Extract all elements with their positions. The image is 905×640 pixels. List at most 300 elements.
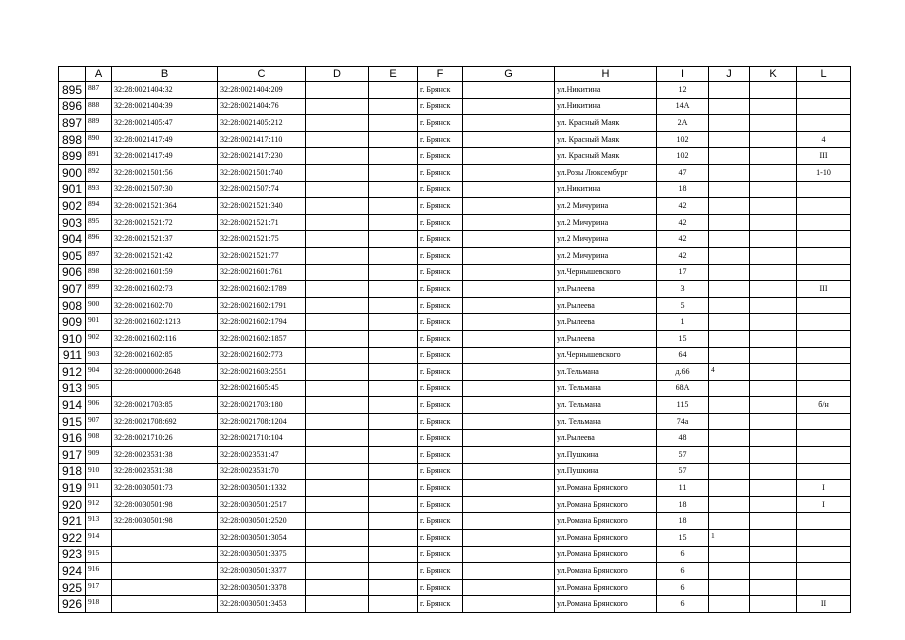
cell-f-city[interactable]: г. Брянск: [418, 413, 463, 430]
cell-a[interactable]: 902: [86, 330, 112, 347]
cell-h-street[interactable]: ул.Романа Брянского: [555, 513, 657, 530]
cell-i-house[interactable]: 14А: [657, 98, 709, 115]
cell-j[interactable]: [709, 413, 750, 430]
cell-c-cadastral-number[interactable]: 32:28:0021521:77: [218, 247, 306, 264]
cell-b-cadastral-number[interactable]: 32:28:0021601:59: [112, 264, 218, 281]
cell-e[interactable]: [369, 281, 418, 298]
cell-a[interactable]: 909: [86, 447, 112, 464]
cell-k[interactable]: [750, 430, 797, 447]
cell-g[interactable]: [463, 447, 555, 464]
column-header-a[interactable]: A: [86, 67, 112, 82]
cell-c-cadastral-number[interactable]: 32:28:0021605:45: [218, 380, 306, 397]
cell-c-cadastral-number[interactable]: 32:28:0021601:761: [218, 264, 306, 281]
cell-e[interactable]: [369, 330, 418, 347]
cell-a[interactable]: 894: [86, 198, 112, 215]
cell-h-street[interactable]: ул.Романа Брянского: [555, 546, 657, 563]
cell-j[interactable]: [709, 247, 750, 264]
cell-i-house[interactable]: 15: [657, 330, 709, 347]
row-number[interactable]: 898: [59, 131, 86, 148]
cell-d[interactable]: [306, 480, 369, 497]
cell-h-street[interactable]: ул.Романа Брянского: [555, 480, 657, 497]
cell-i-house[interactable]: 6: [657, 563, 709, 580]
row-number[interactable]: 906: [59, 264, 86, 281]
cell-i-house[interactable]: 1: [657, 314, 709, 331]
row-number[interactable]: 915: [59, 413, 86, 430]
cell-k[interactable]: [750, 314, 797, 331]
cell-i-house[interactable]: 57: [657, 463, 709, 480]
row-number[interactable]: 920: [59, 496, 86, 513]
cell-h-street[interactable]: ул.2 Мичурина: [555, 214, 657, 231]
cell-k[interactable]: [750, 546, 797, 563]
column-header-l[interactable]: L: [797, 67, 851, 82]
cell-a[interactable]: 892: [86, 164, 112, 181]
cell-c-cadastral-number[interactable]: 32:28:0021602:773: [218, 347, 306, 364]
cell-d[interactable]: [306, 530, 369, 547]
cell-g[interactable]: [463, 480, 555, 497]
cell-i-house[interactable]: 57: [657, 447, 709, 464]
cell-d[interactable]: [306, 380, 369, 397]
cell-c-cadastral-number[interactable]: 32:28:0021603:2551: [218, 364, 306, 381]
cell-e[interactable]: [369, 231, 418, 248]
cell-f-city[interactable]: г. Брянск: [418, 330, 463, 347]
cell-g[interactable]: [463, 380, 555, 397]
cell-a[interactable]: 908: [86, 430, 112, 447]
cell-g[interactable]: [463, 530, 555, 547]
cell-c-cadastral-number[interactable]: 32:28:0023531:70: [218, 463, 306, 480]
cell-c-cadastral-number[interactable]: 32:28:0021708:1204: [218, 413, 306, 430]
cell-l[interactable]: [797, 530, 851, 547]
cell-a[interactable]: 888: [86, 98, 112, 115]
cell-h-street[interactable]: ул.Пушкина: [555, 463, 657, 480]
cell-a[interactable]: 904: [86, 364, 112, 381]
cell-k[interactable]: [750, 98, 797, 115]
cell-d[interactable]: [306, 198, 369, 215]
row-number[interactable]: 919: [59, 480, 86, 497]
cell-j[interactable]: [709, 596, 750, 613]
cell-e[interactable]: [369, 546, 418, 563]
cell-d[interactable]: [306, 596, 369, 613]
cell-e[interactable]: [369, 447, 418, 464]
cell-d[interactable]: [306, 364, 369, 381]
cell-b-cadastral-number[interactable]: [112, 546, 218, 563]
cell-g[interactable]: [463, 413, 555, 430]
cell-l[interactable]: [797, 447, 851, 464]
cell-f-city[interactable]: г. Брянск: [418, 314, 463, 331]
cell-f-city[interactable]: г. Брянск: [418, 297, 463, 314]
row-number[interactable]: 911: [59, 347, 86, 364]
cell-h-street[interactable]: ул. Красный Маяк: [555, 115, 657, 132]
cell-d[interactable]: [306, 463, 369, 480]
cell-b-cadastral-number[interactable]: 32:28:0021417:49: [112, 131, 218, 148]
cell-j[interactable]: [709, 314, 750, 331]
cell-g[interactable]: [463, 596, 555, 613]
row-number[interactable]: 901: [59, 181, 86, 198]
cell-c-cadastral-number[interactable]: 32:28:0021602:1791: [218, 297, 306, 314]
column-header-k[interactable]: K: [750, 67, 797, 82]
cell-i-house[interactable]: 6: [657, 579, 709, 596]
cell-k[interactable]: [750, 496, 797, 513]
cell-k[interactable]: [750, 297, 797, 314]
cell-g[interactable]: [463, 364, 555, 381]
cell-d[interactable]: [306, 496, 369, 513]
cell-c-cadastral-number[interactable]: 32:28:0021521:71: [218, 214, 306, 231]
cell-l[interactable]: [797, 513, 851, 530]
cell-e[interactable]: [369, 579, 418, 596]
cell-a[interactable]: 915: [86, 546, 112, 563]
cell-i-house[interactable]: 15: [657, 530, 709, 547]
cell-a[interactable]: 906: [86, 397, 112, 414]
cell-c-cadastral-number[interactable]: 32:28:0021703:180: [218, 397, 306, 414]
cell-g[interactable]: [463, 181, 555, 198]
cell-d[interactable]: [306, 546, 369, 563]
cell-e[interactable]: [369, 397, 418, 414]
cell-l[interactable]: III: [797, 148, 851, 165]
column-header-i[interactable]: I: [657, 67, 709, 82]
cell-d[interactable]: [306, 330, 369, 347]
cell-f-city[interactable]: г. Брянск: [418, 214, 463, 231]
cell-l[interactable]: II: [797, 596, 851, 613]
cell-c-cadastral-number[interactable]: 32:28:0030501:1332: [218, 480, 306, 497]
cell-l[interactable]: [797, 264, 851, 281]
cell-a[interactable]: 889: [86, 115, 112, 132]
cell-g[interactable]: [463, 198, 555, 215]
cell-j[interactable]: [709, 579, 750, 596]
cell-j[interactable]: [709, 115, 750, 132]
cell-l[interactable]: [797, 314, 851, 331]
cell-j[interactable]: [709, 181, 750, 198]
cell-f-city[interactable]: г. Брянск: [418, 98, 463, 115]
cell-k[interactable]: [750, 115, 797, 132]
cell-j[interactable]: [709, 198, 750, 215]
cell-g[interactable]: [463, 330, 555, 347]
cell-i-house[interactable]: 42: [657, 231, 709, 248]
cell-f-city[interactable]: г. Брянск: [418, 148, 463, 165]
cell-f-city[interactable]: г. Брянск: [418, 115, 463, 132]
cell-k[interactable]: [750, 131, 797, 148]
row-number[interactable]: 926: [59, 596, 86, 613]
cell-i-house[interactable]: 11: [657, 480, 709, 497]
cell-i-house[interactable]: 48: [657, 430, 709, 447]
cell-h-street[interactable]: ул. Красный Маяк: [555, 148, 657, 165]
cell-c-cadastral-number[interactable]: 32:28:0021404:76: [218, 98, 306, 115]
cell-h-street[interactable]: ул.Никитина: [555, 98, 657, 115]
row-number[interactable]: 904: [59, 231, 86, 248]
cell-b-cadastral-number[interactable]: [112, 563, 218, 580]
cell-i-house[interactable]: 42: [657, 247, 709, 264]
cell-i-house[interactable]: 18: [657, 513, 709, 530]
cell-l[interactable]: [797, 347, 851, 364]
cell-a[interactable]: 887: [86, 82, 112, 99]
cell-d[interactable]: [306, 397, 369, 414]
cell-h-street[interactable]: ул.2 Мичурина: [555, 198, 657, 215]
cell-c-cadastral-number[interactable]: 32:28:0021501:740: [218, 164, 306, 181]
cell-l[interactable]: 1-10: [797, 164, 851, 181]
cell-k[interactable]: [750, 347, 797, 364]
cell-e[interactable]: [369, 463, 418, 480]
cell-c-cadastral-number[interactable]: 32:28:0021404:209: [218, 82, 306, 99]
cell-f-city[interactable]: г. Брянск: [418, 430, 463, 447]
cell-d[interactable]: [306, 413, 369, 430]
cell-c-cadastral-number[interactable]: 32:28:0030501:3054: [218, 530, 306, 547]
cell-f-city[interactable]: г. Брянск: [418, 463, 463, 480]
cell-f-city[interactable]: г. Брянск: [418, 347, 463, 364]
cell-b-cadastral-number[interactable]: [112, 380, 218, 397]
cell-d[interactable]: [306, 164, 369, 181]
row-number[interactable]: 913: [59, 380, 86, 397]
cell-e[interactable]: [369, 596, 418, 613]
cell-l[interactable]: [797, 98, 851, 115]
row-number[interactable]: 897: [59, 115, 86, 132]
cell-h-street[interactable]: ул.Рылеева: [555, 430, 657, 447]
cell-a[interactable]: 912: [86, 496, 112, 513]
cell-g[interactable]: [463, 430, 555, 447]
cell-h-street[interactable]: ул.Чернышевского: [555, 347, 657, 364]
cell-a[interactable]: 918: [86, 596, 112, 613]
cell-f-city[interactable]: г. Брянск: [418, 513, 463, 530]
cell-f-city[interactable]: г. Брянск: [418, 82, 463, 99]
cell-l[interactable]: [797, 430, 851, 447]
cell-h-street[interactable]: ул.Романа Брянского: [555, 563, 657, 580]
cell-e[interactable]: [369, 563, 418, 580]
cell-j[interactable]: [709, 98, 750, 115]
cell-k[interactable]: [750, 513, 797, 530]
cell-b-cadastral-number[interactable]: 32:28:0030501:73: [112, 480, 218, 497]
cell-c-cadastral-number[interactable]: 32:28:0021507:74: [218, 181, 306, 198]
cell-k[interactable]: [750, 214, 797, 231]
cell-b-cadastral-number[interactable]: 32:28:0021521:37: [112, 231, 218, 248]
cell-k[interactable]: [750, 480, 797, 497]
cell-k[interactable]: [750, 198, 797, 215]
cell-a[interactable]: 907: [86, 413, 112, 430]
row-number[interactable]: 902: [59, 198, 86, 215]
cell-a[interactable]: 905: [86, 380, 112, 397]
cell-l[interactable]: [797, 115, 851, 132]
cell-e[interactable]: [369, 148, 418, 165]
cell-h-street[interactable]: ул.Рылеева: [555, 281, 657, 298]
cell-i-house[interactable]: 42: [657, 214, 709, 231]
cell-b-cadastral-number[interactable]: 32:28:0021602:73: [112, 281, 218, 298]
cell-e[interactable]: [369, 413, 418, 430]
cell-h-street[interactable]: ул.Рылеева: [555, 330, 657, 347]
cell-i-house[interactable]: 18: [657, 181, 709, 198]
cell-f-city[interactable]: г. Брянск: [418, 480, 463, 497]
cell-k[interactable]: [750, 264, 797, 281]
cell-a[interactable]: 910: [86, 463, 112, 480]
cell-h-street[interactable]: ул.Рылеева: [555, 314, 657, 331]
cell-a[interactable]: 901: [86, 314, 112, 331]
cell-h-street[interactable]: ул.Пушкина: [555, 447, 657, 464]
cell-j[interactable]: [709, 164, 750, 181]
cell-l[interactable]: 4: [797, 131, 851, 148]
cell-d[interactable]: [306, 264, 369, 281]
cell-h-street[interactable]: ул.Романа Брянского: [555, 496, 657, 513]
cell-e[interactable]: [369, 264, 418, 281]
row-number[interactable]: 925: [59, 579, 86, 596]
cell-g[interactable]: [463, 214, 555, 231]
cell-g[interactable]: [463, 347, 555, 364]
cell-b-cadastral-number[interactable]: 32:28:0021405:47: [112, 115, 218, 132]
cell-d[interactable]: [306, 447, 369, 464]
cell-l[interactable]: [797, 364, 851, 381]
cell-c-cadastral-number[interactable]: 32:28:0021521:340: [218, 198, 306, 215]
cell-b-cadastral-number[interactable]: 32:28:0021521:364: [112, 198, 218, 215]
cell-g[interactable]: [463, 563, 555, 580]
cell-d[interactable]: [306, 148, 369, 165]
cell-b-cadastral-number[interactable]: [112, 579, 218, 596]
cell-b-cadastral-number[interactable]: [112, 596, 218, 613]
cell-e[interactable]: [369, 380, 418, 397]
cell-k[interactable]: [750, 579, 797, 596]
row-number[interactable]: 917: [59, 447, 86, 464]
cell-j[interactable]: [709, 447, 750, 464]
cell-i-house[interactable]: 115: [657, 397, 709, 414]
cell-a[interactable]: 900: [86, 297, 112, 314]
cell-h-street[interactable]: ул.Никитина: [555, 181, 657, 198]
cell-l[interactable]: б/н: [797, 397, 851, 414]
cell-e[interactable]: [369, 430, 418, 447]
cell-k[interactable]: [750, 380, 797, 397]
cell-e[interactable]: [369, 98, 418, 115]
cell-k[interactable]: [750, 413, 797, 430]
cell-j[interactable]: [709, 231, 750, 248]
row-number[interactable]: 914: [59, 397, 86, 414]
cell-f-city[interactable]: г. Брянск: [418, 447, 463, 464]
cell-l[interactable]: [797, 546, 851, 563]
cell-g[interactable]: [463, 546, 555, 563]
cell-d[interactable]: [306, 214, 369, 231]
column-header-e[interactable]: E: [369, 67, 418, 82]
cell-a[interactable]: 896: [86, 231, 112, 248]
cell-j[interactable]: [709, 148, 750, 165]
cell-l[interactable]: [797, 297, 851, 314]
cell-j[interactable]: [709, 397, 750, 414]
cell-b-cadastral-number[interactable]: 32:28:0021507:30: [112, 181, 218, 198]
cell-l[interactable]: III: [797, 281, 851, 298]
cell-b-cadastral-number[interactable]: 32:28:0021602:70: [112, 297, 218, 314]
cell-b-cadastral-number[interactable]: 32:28:0021602:1213: [112, 314, 218, 331]
row-number[interactable]: 905: [59, 247, 86, 264]
cell-i-house[interactable]: 12: [657, 82, 709, 99]
cell-l[interactable]: [797, 563, 851, 580]
cell-e[interactable]: [369, 82, 418, 99]
cell-d[interactable]: [306, 314, 369, 331]
cell-a[interactable]: 903: [86, 347, 112, 364]
cell-c-cadastral-number[interactable]: 32:28:0030501:3453: [218, 596, 306, 613]
cell-i-house[interactable]: 42: [657, 198, 709, 215]
cell-e[interactable]: [369, 181, 418, 198]
cell-d[interactable]: [306, 82, 369, 99]
cell-j[interactable]: [709, 281, 750, 298]
cell-f-city[interactable]: г. Брянск: [418, 131, 463, 148]
cell-k[interactable]: [750, 364, 797, 381]
cell-l[interactable]: [797, 247, 851, 264]
cell-d[interactable]: [306, 131, 369, 148]
cell-b-cadastral-number[interactable]: 32:28:0023531:38: [112, 447, 218, 464]
cell-a[interactable]: 911: [86, 480, 112, 497]
cell-c-cadastral-number[interactable]: 32:28:0021710:104: [218, 430, 306, 447]
cell-k[interactable]: [750, 231, 797, 248]
cell-j[interactable]: 4: [709, 364, 750, 381]
cell-e[interactable]: [369, 513, 418, 530]
cell-i-house[interactable]: 102: [657, 148, 709, 165]
column-header-d[interactable]: D: [306, 67, 369, 82]
cell-c-cadastral-number[interactable]: 32:28:0030501:2520: [218, 513, 306, 530]
cell-c-cadastral-number[interactable]: 32:28:0030501:3377: [218, 563, 306, 580]
cell-k[interactable]: [750, 596, 797, 613]
cell-b-cadastral-number[interactable]: 32:28:0021710:26: [112, 430, 218, 447]
cell-d[interactable]: [306, 247, 369, 264]
cell-j[interactable]: [709, 380, 750, 397]
cell-c-cadastral-number[interactable]: 32:28:0030501:2517: [218, 496, 306, 513]
cell-g[interactable]: [463, 513, 555, 530]
cell-i-house[interactable]: 6: [657, 546, 709, 563]
cell-h-street[interactable]: ул.Романа Брянского: [555, 579, 657, 596]
cell-f-city[interactable]: г. Брянск: [418, 530, 463, 547]
cell-d[interactable]: [306, 579, 369, 596]
row-number[interactable]: 923: [59, 546, 86, 563]
cell-g[interactable]: [463, 82, 555, 99]
cell-a[interactable]: 895: [86, 214, 112, 231]
cell-i-house[interactable]: 2А: [657, 115, 709, 132]
row-number[interactable]: 903: [59, 214, 86, 231]
cell-b-cadastral-number[interactable]: 32:28:0021417:49: [112, 148, 218, 165]
cell-j[interactable]: [709, 214, 750, 231]
row-number[interactable]: 921: [59, 513, 86, 530]
cell-d[interactable]: [306, 181, 369, 198]
cell-d[interactable]: [306, 513, 369, 530]
cell-h-street[interactable]: ул. Тельмана: [555, 397, 657, 414]
row-number[interactable]: 899: [59, 148, 86, 165]
cell-i-house[interactable]: 68А: [657, 380, 709, 397]
cell-l[interactable]: [797, 82, 851, 99]
cell-c-cadastral-number[interactable]: 32:28:0023531:47: [218, 447, 306, 464]
cell-l[interactable]: [797, 579, 851, 596]
cell-f-city[interactable]: г. Брянск: [418, 231, 463, 248]
cell-l[interactable]: [797, 463, 851, 480]
cell-g[interactable]: [463, 496, 555, 513]
cell-j[interactable]: [709, 82, 750, 99]
cell-k[interactable]: [750, 82, 797, 99]
cell-c-cadastral-number[interactable]: 32:28:0021417:230: [218, 148, 306, 165]
cell-g[interactable]: [463, 98, 555, 115]
cell-h-street[interactable]: ул.Розы Люксембург: [555, 164, 657, 181]
cell-f-city[interactable]: г. Брянск: [418, 546, 463, 563]
row-number[interactable]: 916: [59, 430, 86, 447]
cell-a[interactable]: 913: [86, 513, 112, 530]
cell-h-street[interactable]: ул. Тельмана: [555, 380, 657, 397]
cell-k[interactable]: [750, 330, 797, 347]
cell-l[interactable]: [797, 413, 851, 430]
cell-j[interactable]: [709, 463, 750, 480]
cell-f-city[interactable]: г. Брянск: [418, 596, 463, 613]
cell-j[interactable]: [709, 513, 750, 530]
cell-f-city[interactable]: г. Брянск: [418, 281, 463, 298]
cell-a[interactable]: 899: [86, 281, 112, 298]
cell-e[interactable]: [369, 131, 418, 148]
cell-k[interactable]: [750, 563, 797, 580]
row-number[interactable]: 896: [59, 98, 86, 115]
cell-i-house[interactable]: 47: [657, 164, 709, 181]
cell-l[interactable]: [797, 198, 851, 215]
cell-c-cadastral-number[interactable]: 32:28:0021405:212: [218, 115, 306, 132]
cell-j[interactable]: [709, 480, 750, 497]
cell-k[interactable]: [750, 447, 797, 464]
cell-j[interactable]: [709, 496, 750, 513]
column-header-b[interactable]: B: [112, 67, 218, 82]
cell-l[interactable]: [797, 380, 851, 397]
cell-h-street[interactable]: ул.Рылеева: [555, 297, 657, 314]
cell-a[interactable]: 890: [86, 131, 112, 148]
